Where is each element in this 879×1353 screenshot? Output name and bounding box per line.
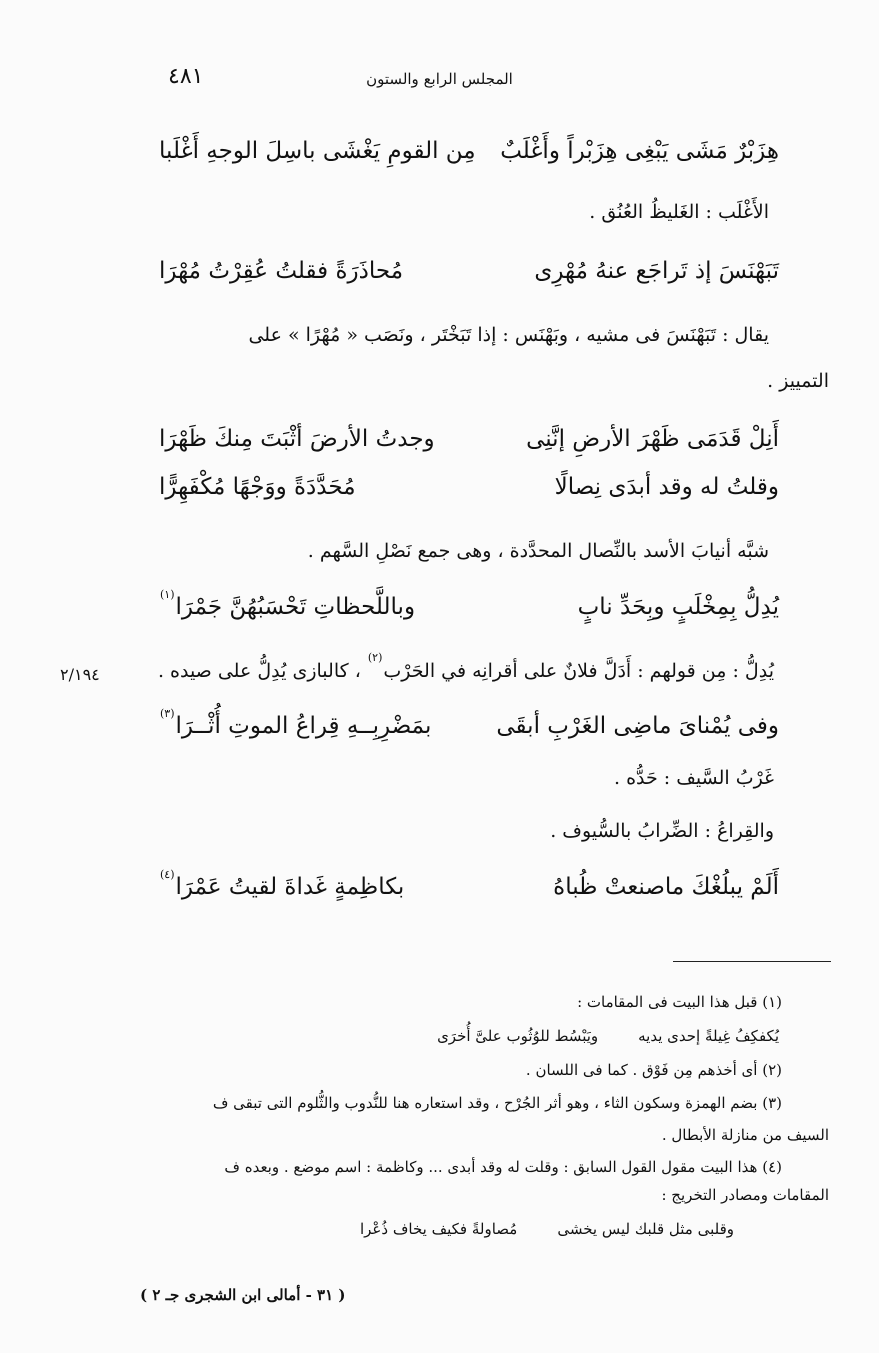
verse-2 — [159, 258, 779, 298]
verse-hemistich-first: يُكفكِفُ غِيلةً إحدى يديه — [638, 1027, 779, 1045]
verse-hemistich-second: مُصاولةً فكيف يخاف ذُعْرا — [359, 1220, 518, 1238]
gloss-line-5: غَرْبُ السَّيف : حَدُّه . — [614, 767, 774, 789]
verse-hemistich-second: وجدتُ الأرضَ أثْبَتَ مِنكَ ظَهْرَا — [159, 426, 435, 452]
footnote-marker: (٢) — [367, 651, 383, 664]
footnote-4-line-2: المقامات ومصادر التخريج : — [661, 1186, 829, 1204]
gloss-line-3: شبَّه أنيابَ الأسد بالنِّصال المحدَّدة ، وهى جمع نَصْلِ السَّهم . — [307, 540, 769, 562]
gloss-line-6: والقِراعُ : الضِّرابُ بالسُّيوف . — [550, 820, 774, 842]
verse-hemistich-first: تَبَهْنَسَ إذ تَراجَع عنهُ مُهْرِى — [534, 258, 779, 284]
verse-hemistich-second: ويَبْسُط للوُثُوب علىَّ أُخرَى — [437, 1027, 599, 1045]
verse-4 — [159, 474, 779, 514]
verse-hemistich-second — [159, 707, 432, 753]
verse-hemistich-first: وفى يُمْناىَ ماضِى الغَرْبِ أبقَى — [496, 713, 779, 739]
verse-hemistich-second — [159, 588, 416, 634]
verse-3 — [159, 426, 779, 466]
page-number: ٤٨١ — [168, 64, 204, 89]
gloss-line-4 — [157, 651, 774, 682]
gloss-line-1: الأَغْلَب : الغَليظُ العُنُق . — [589, 201, 769, 223]
verse-hemistich-first: يُدِلُّ بِمِخْلَبٍ وبِحَدِّ نابٍ — [577, 594, 779, 620]
verse-text: بكاظِمةٍ غَداةَ لقيتُ عَمْرَا — [175, 874, 405, 900]
verse-text: وباللَّحظاتِ تَحْسَبُهُنَّ جَمْرَا — [175, 594, 416, 620]
page-header — [150, 64, 729, 104]
verse-text: بمَضْرِبِــهِ قِراعُ الموتِ أُثْــرَا — [175, 713, 432, 739]
verse-hemistich-second — [159, 868, 405, 914]
verse-hemistich-second: مِن القومِ يَغْشَى باسِلَ الوجهِ أَغْلَبا — [159, 138, 476, 164]
footnote-2: (٢) أى أخذهم مِن فَوْق . كما فى اللسان . — [525, 1061, 782, 1079]
verse-5 — [159, 588, 779, 634]
page-footer: ( ٣١ - أمالى ابن الشجرى جـ ٢ ) — [140, 1286, 346, 1304]
footnote-separator — [673, 961, 831, 962]
verse-hemistich-first: أَلَمْ يبلُغْكَ ماصنعتْ ظُباهُ — [553, 874, 779, 900]
gloss-line-2a: يقال : تَبَهْنَسَ فى مشيه ، وبَهْنَس : إذا تَبَخْتَر ، ونَصَب « مُهْرًا » على — [248, 324, 769, 346]
footnote-1: (١) قبل هذا البيت فى المقامات : — [577, 993, 782, 1011]
footnote-3-line-2: السيف من منازلة الأبطال . — [661, 1126, 829, 1144]
verse-hemistich-second: مُحَدَّدَةً ووَجْهًا مُكْفَهِرًّا — [159, 474, 356, 500]
gloss-text: يُدِلُّ : مِن قولهم : أَدَلَّ فلانٌ على أقرانِه في الحَرْب — [383, 660, 774, 682]
footnote-4-line-1: (٤) هذا البيت مقول القول السابق : وقلت له وقد أبدى ... وكاظمة : اسم موضع . وبعده ف — [224, 1158, 782, 1176]
verse-hemistich-first: وقلتُ له وقد أبدَى نِصالًا — [554, 474, 779, 500]
gloss-line-2b: التمييز . — [767, 370, 829, 392]
footnote-marker: (١) — [160, 588, 175, 601]
footnote-1-verse — [437, 1027, 779, 1045]
verse-hemistich-second: مُحاذَرَةً فقلتُ عُقِرْتُ مُهْرَا — [159, 258, 404, 284]
verse-6 — [159, 707, 779, 753]
footnote-marker: (٣) — [160, 707, 175, 720]
gloss-text: ، كالبازى يُدِلُّ على صيده . — [157, 660, 361, 682]
verse-hemistich-first: وقلبى مثل قلبك ليس يخشى — [557, 1220, 734, 1238]
verse-7 — [159, 868, 779, 914]
verse-hemistich-first: أَنِلْ قَدَمَى ظَهْرَ الأرضِ إنَّنِى — [526, 426, 779, 452]
running-title: المجلس الرابع والستون — [366, 70, 513, 88]
footnote-3-line-1: (٣) بضم الهمزة وسكون الثاء ، وهو أثر الجُرْح ، وقد استعاره هنا للنُّدوب والثُّلوم التى تبقى ف — [212, 1094, 782, 1112]
footnote-marker: (٤) — [160, 868, 175, 881]
verse-hemistich-first: هِزَبْرٌ مَشَى يَبْغِى هِزَبْراً وأَغْلَبٌ — [500, 138, 779, 164]
verse-1 — [159, 138, 779, 178]
footnote-4-verse — [360, 1220, 734, 1238]
margin-reference: ٢/١٩٤ — [60, 665, 100, 684]
